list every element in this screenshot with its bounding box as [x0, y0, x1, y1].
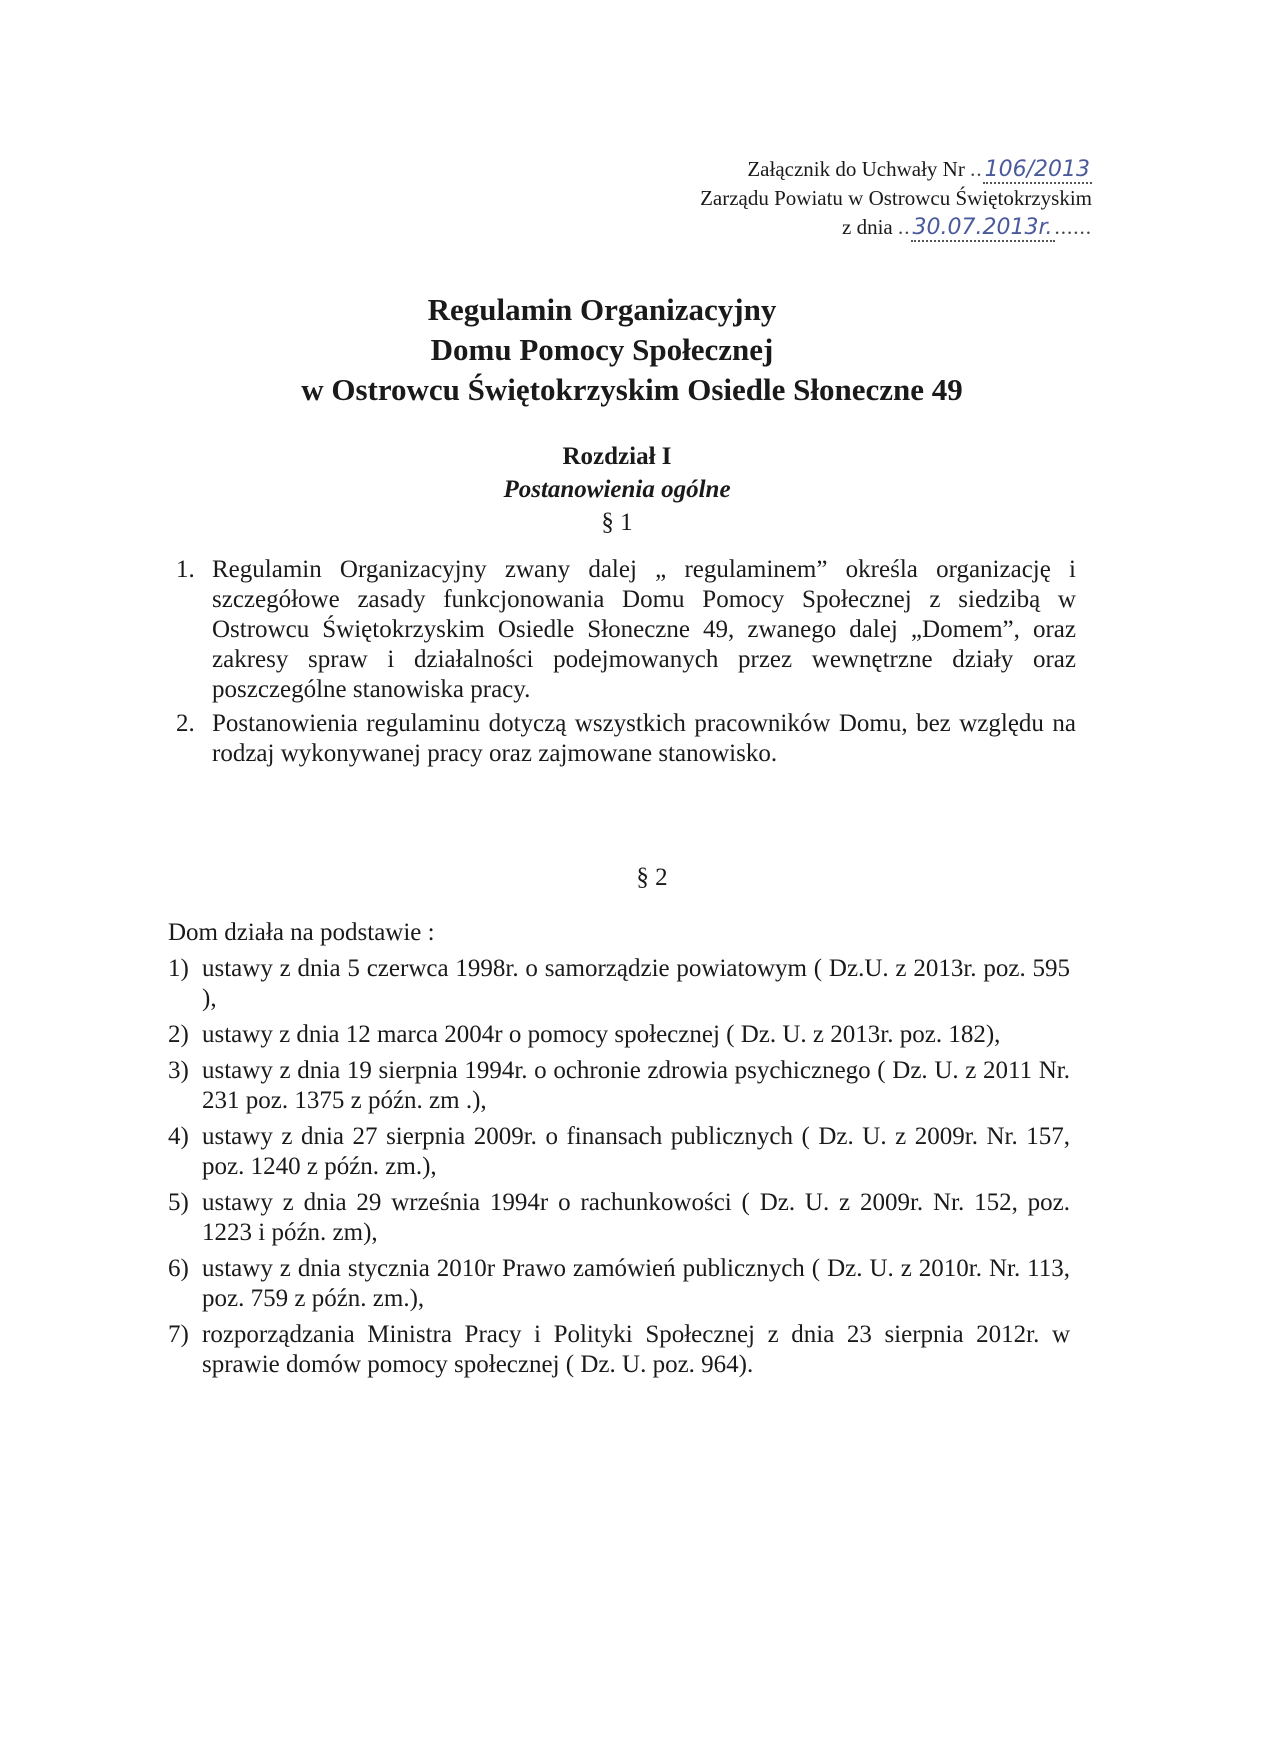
list-item: [176, 555, 1076, 705]
item-number: 3): [168, 1057, 189, 1084]
list-item: [168, 1320, 1070, 1380]
item-text: ustawy z dnia 19 sierpnia 1994r. o ochronie zdrowia psychicznego ( Dz. U. z 2011 Nr. 231 poz. 1375 z późn. zm .),: [202, 1057, 1070, 1114]
item-text: Regulamin Organizacyjny zwany dalej „ regulaminem” określa organizację i szczegółowe zasady funkcjonowania Domu Pomocy Społecznej z siedzibą w Ostrowcu Świętokrzyskim Osiedle Słoneczne 49, zwanego dalej „Domem”, oraz zakresy spraw i działalności podejmowanych przez wewnętrzne działy oraz poszczególne stanowiska pracy.: [212, 556, 1076, 703]
item-number: 6): [168, 1255, 189, 1282]
item-number: 2.: [176, 710, 195, 737]
item-text: ustawy z dnia 29 września 1994r o rachunkowości ( Dz. U. z 2009r. Nr. 152, poz. 1223 i późn. zm),: [202, 1189, 1070, 1246]
document-title: [0, 290, 1264, 410]
item-text: rozporządzania Ministra Pracy i Polityki Społecznej z dnia 23 sierpnia 2012r. w sprawie domów pomocy społecznej ( Dz. U. poz. 964).: [202, 1321, 1070, 1378]
item-text: ustawy z dnia stycznia 2010r Prawo zamówień publicznych ( Dz. U. z 2010r. Nr. 113, poz. 759 z późn. zm.),: [202, 1255, 1070, 1312]
item-number: 1): [168, 955, 189, 982]
list-item: [168, 1188, 1070, 1248]
item-text: ustawy z dnia 12 marca 2004r o pomocy społecznej ( Dz. U. z 2013r. poz. 182),: [202, 1021, 1001, 1048]
item-number: 4): [168, 1123, 189, 1150]
item-text: ustawy z dnia 5 czerwca 1998r. o samorządzie powiatowym ( Dz.U. z 2013r. poz. 595 ),: [202, 955, 1070, 1012]
resolution-date: 30.07.2013r.: [912, 215, 1053, 240]
attachment-line-2: Zarządu Powiatu w Ostrowcu Świętokrzyskim: [700, 186, 1092, 210]
list-item: [168, 954, 1070, 1014]
section-2: [168, 918, 1070, 1386]
section-2-mark: § 2: [636, 864, 668, 891]
list-item: [168, 1056, 1070, 1116]
date-prefix: z dnia: [842, 215, 893, 239]
section-1-list: [176, 555, 1076, 773]
resolution-number: 106/2013: [984, 157, 1090, 182]
list-item: [168, 1254, 1070, 1314]
item-number: 1.: [176, 556, 195, 583]
title-line-1: Regulamin Organizacyjny: [427, 292, 777, 327]
section-2-intro: Dom działa na podstawie :: [168, 919, 435, 946]
list-item: [168, 1122, 1070, 1182]
list-item: [176, 709, 1076, 769]
attachment-line-1: Załącznik do Uchwały Nr ..106/2013: [747, 157, 1090, 182]
section-1-mark: § 1: [601, 509, 633, 536]
attachment-line-3: z dnia ..30.07.2013r.......: [842, 215, 1092, 240]
list-item: [168, 1020, 1070, 1050]
title-line-2: Domu Pomocy Społecznej: [430, 332, 774, 367]
item-number: 5): [168, 1189, 189, 1216]
attachment-prefix: Załącznik do Uchwały Nr: [747, 157, 965, 181]
title-line-3: w Ostrowcu Świętokrzyskim Osiedle Słoneczne 49: [301, 372, 963, 407]
chapter-subtitle: Postanowienia ogólne: [503, 476, 731, 503]
item-text: ustawy z dnia 27 sierpnia 2009r. o finansach publicznych ( Dz. U. z 2009r. Nr. 157, poz. 1240 z późn. zm.),: [202, 1123, 1070, 1180]
item-number: 7): [168, 1321, 189, 1348]
item-number: 2): [168, 1021, 189, 1048]
attachment-header: [700, 155, 1092, 242]
legal-basis-list: [168, 954, 1070, 1380]
chapter-heading: [0, 440, 1264, 539]
item-text: Postanowienia regulaminu dotyczą wszystkich pracowników Domu, bez względu na rodzaj wykonywanej pracy oraz zajmowane stanowisko.: [212, 710, 1076, 767]
chapter-name: Rozdział I: [562, 443, 672, 470]
